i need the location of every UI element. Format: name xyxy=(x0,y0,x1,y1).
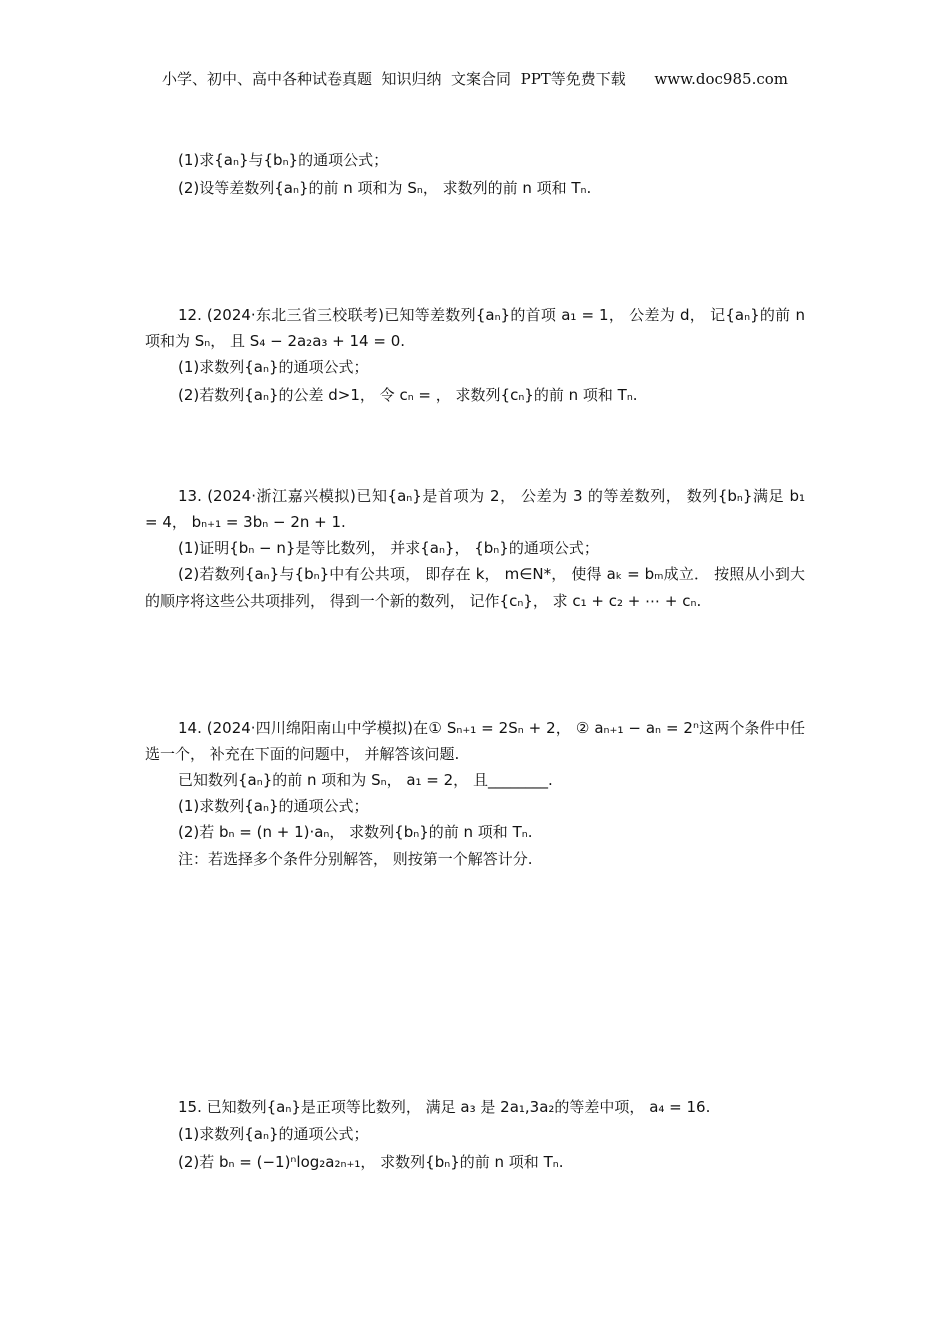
q15-stem: 15. 已知数列{aₙ}是正项等比数列， 满足 a₃ 是 2a₁,3a₂的等差中项， a₄ = 16. xyxy=(178,1098,711,1116)
q13-part2-line1: (2)若数列{aₙ}与{bₙ}中有公共项， 即存在 k， m∈N*， 使得 aₖ = bₘ成立． 按照从小到大 xyxy=(178,565,805,583)
q13-part1: (1)证明{bₙ − n}是等比数列， 并求{aₙ}， {bₙ}的通项公式； xyxy=(178,539,599,557)
q14-stem-line2: 选一个， 补充在下面的问题中， 并解答该问题. xyxy=(145,745,460,763)
q11-part1: (1)求{aₙ}与{bₙ}的通项公式； xyxy=(178,151,389,169)
q15-part2: (2)若 bₙ = (−1)ⁿlog₂a₂ₙ₊₁， 求数列{bₙ}的前 n 项和 Tₙ. xyxy=(178,1153,564,1171)
q13-stem-line1: 13. (2024·浙江嘉兴模拟)已知{aₙ}是首项为 2， 公差为 3 的等差数列， 数列{bₙ}满足 b₁ xyxy=(178,487,805,505)
q14-condition: 已知数列{aₙ}的前 n 项和为 Sₙ， a₁ = 2， 且________. xyxy=(178,771,553,789)
q13-part2-line2: 的顺序将这些公共项排列， 得到一个新的数列， 记作{cₙ}， 求 c₁ + c₂ + ⋯ + cₙ. xyxy=(145,592,702,610)
q14-note: 注：若选择多个条件分别解答， 则按第一个解答计分. xyxy=(178,850,533,868)
q14-part2: (2)若 bₙ = (n + 1)·aₙ， 求数列{bₙ}的前 n 项和 Tₙ. xyxy=(178,823,533,841)
q14-stem-line1: 14. (2024·四川绵阳南山中学模拟)在① Sₙ₊₁ = 2Sₙ + 2， ② aₙ₊₁ − aₙ = 2ⁿ这两个条件中任 xyxy=(178,719,805,737)
q11-part2: (2)设等差数列{aₙ}的前 n 项和为 Sₙ， 求数列的前 n 项和 Tₙ. xyxy=(178,179,592,197)
q12-stem-line1: 12. (2024·东北三省三校联考)已知等差数列{aₙ}的首项 a₁ = 1， 公差为 d， 记{aₙ}的前 n xyxy=(178,306,805,324)
page-header: 小学、初中、高中各种试卷真题 知识归纳 文案合同 PPT等免费下载 www.doc985.com xyxy=(161,70,788,88)
q13-stem-line2: = 4， bₙ₊₁ = 3bₙ − 2n + 1. xyxy=(145,513,346,531)
q14-part1: (1)求数列{aₙ}的通项公式； xyxy=(178,797,369,815)
q15-part1: (1)求数列{aₙ}的通项公式； xyxy=(178,1125,369,1143)
q12-part2: (2)若数列{aₙ}的公差 d>1， 令 cₙ = ， 求数列{cₙ}的前 n 项和 Tₙ. xyxy=(178,386,638,404)
q12-part1: (1)求数列{aₙ}的通项公式； xyxy=(178,358,369,376)
q12-stem-line2: 项和为 Sₙ， 且 S₄ − 2a₂a₃ + 14 = 0. xyxy=(145,332,406,350)
